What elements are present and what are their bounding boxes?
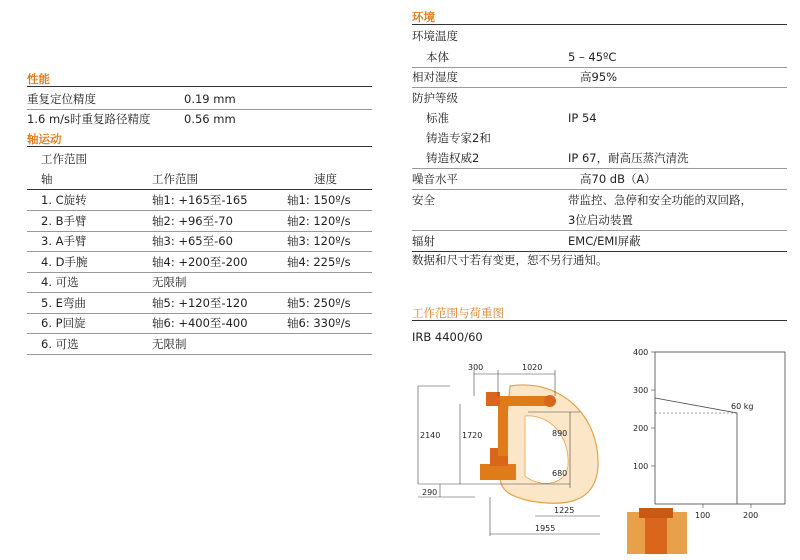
- axis-row: [27, 252, 372, 272]
- axis-cell-axis: 6. P回旋: [41, 316, 86, 330]
- load-chart-plot-area: [655, 352, 785, 504]
- axis-cell-speed: 轴6: 330º/s: [287, 316, 351, 330]
- dim-2140: 2140: [420, 431, 441, 440]
- axis-motion-heading: 轴运动: [27, 132, 62, 146]
- load-chart: [625, 346, 795, 554]
- axis-cell-range: 轴4: +200至-200: [152, 254, 248, 269]
- work-range-diagram: [410, 356, 610, 546]
- env-body-row: [412, 47, 787, 67]
- dim-300: 300: [468, 363, 484, 372]
- environment-heading-rule: [412, 24, 787, 25]
- axis-cell-speed: 轴3: 120º/s: [287, 234, 351, 248]
- axis-row: [27, 211, 372, 231]
- axis-cell-axis: 3. A手臂: [41, 234, 87, 248]
- axis-header-axis: 轴: [41, 172, 53, 186]
- performance-label: 1.6 m/s时重复路径精度: [27, 112, 151, 126]
- performance-heading-rule: [27, 86, 372, 87]
- axis-cell-axis: 1. C旋转: [41, 193, 87, 207]
- env-safety-value2: 3位启动装置: [568, 213, 633, 227]
- y-tick: 100: [633, 462, 649, 471]
- axis-cell-axis: 2. B手臂: [41, 213, 87, 228]
- env-temp-label: 环境温度: [412, 29, 458, 43]
- axis-row: [27, 272, 372, 292]
- env-safety-value1: 带监控、急停和安全功能的双回路，: [568, 193, 752, 207]
- dim-1720: 1720: [462, 431, 483, 440]
- axis-cell-range: 轴1: +165至-165: [152, 193, 248, 207]
- axis-cell-speed: 轴2: 120º/s: [287, 213, 351, 228]
- env-emission-label: 辐射: [412, 234, 435, 248]
- env-foundry1-row: [412, 128, 787, 148]
- axis-cell-axis: 4. 可选: [41, 275, 79, 289]
- axis-header-range: 工作范围: [152, 172, 198, 186]
- environment-heading: 环境: [412, 10, 435, 24]
- axis-cell-speed: 轴1: 150º/s: [287, 193, 351, 207]
- dim-680: 680: [552, 469, 568, 478]
- axis-cell-range: 无限制: [152, 275, 187, 289]
- env-standard-value: IP 54: [568, 111, 597, 125]
- y-tick: 300: [633, 386, 649, 395]
- model-name: IRB 4400/60: [412, 330, 483, 344]
- env-temp-row: [412, 26, 787, 46]
- axis-subheading-row: [27, 149, 372, 169]
- axis-row: [27, 293, 372, 313]
- axis-cell-axis: 4. D手腕: [41, 254, 88, 269]
- axis-header-speed: 速度: [314, 172, 337, 186]
- axis-row: [27, 190, 372, 210]
- env-emission-row: [412, 231, 787, 251]
- dim-1225: 1225: [554, 506, 575, 515]
- env-emission-value: EMC/EMI屏蔽: [568, 234, 641, 248]
- robot-base: [480, 464, 516, 480]
- axis-table-header: [27, 169, 372, 189]
- axis-cell-axis: 5. E弯曲: [41, 295, 86, 310]
- axis-row: [27, 313, 372, 333]
- env-standard-label: 标准: [426, 111, 449, 125]
- y-tick: 200: [633, 424, 649, 433]
- env-body-label: 本体: [426, 50, 449, 64]
- env-safety-row2: [412, 210, 787, 230]
- robot-lower-arm: [498, 406, 508, 456]
- performance-value: 0.19 mm: [184, 92, 236, 106]
- env-foundry2-row: [412, 148, 787, 168]
- y-tick: 400: [633, 348, 649, 357]
- env-foundry1-label: 铸造专家2和: [426, 131, 491, 145]
- axis-cell-range: 无限制: [152, 336, 187, 351]
- row-divider: [27, 354, 372, 355]
- performance-value: 0.56 mm: [184, 112, 236, 126]
- axis-subheading: 工作范围: [41, 152, 87, 166]
- env-humidity-row: [412, 67, 787, 87]
- dim-1955: 1955: [535, 524, 556, 533]
- env-body-value: 5 – 45ºC: [568, 50, 617, 64]
- performance-heading: 性能: [27, 72, 50, 86]
- workrange-heading: 工作范围与荷重图: [412, 306, 504, 320]
- x-tick: 200: [743, 511, 759, 520]
- env-note: 数据和尺寸若有变更，恕不另行通知。: [412, 253, 608, 267]
- env-standard-row: [412, 108, 787, 128]
- performance-row-path: [27, 109, 372, 129]
- axis-cell-range: 轴2: +96至-70: [152, 213, 233, 228]
- robot-upper-arm: [492, 396, 552, 406]
- axis-row: [27, 334, 372, 354]
- dim-890: 890: [552, 429, 568, 438]
- axis-cell-range: 轴6: +400至-400: [152, 316, 248, 330]
- env-noise-label: 噪音水平: [412, 172, 458, 186]
- performance-row-repeatability: [27, 89, 372, 109]
- x-tick: 100: [695, 511, 711, 520]
- env-noise-row: [412, 169, 787, 189]
- env-note-row: [412, 250, 787, 270]
- performance-label: 重复定位精度: [27, 92, 96, 106]
- workrange-heading-rule: [412, 320, 787, 321]
- dim-290: 290: [422, 488, 438, 497]
- axis-cell-range: 轴5: +120至-120: [152, 295, 248, 310]
- env-safety-row: [412, 190, 787, 210]
- env-humidity-label: 相对湿度: [412, 70, 458, 84]
- dim-1020: 1020: [522, 363, 543, 372]
- env-protection-label: 防护等级: [412, 91, 458, 105]
- env-protection-row: [412, 88, 787, 108]
- env-noise-value: 高70 dB（A）: [580, 172, 656, 186]
- load-label: 60 kg: [731, 402, 754, 411]
- env-humidity-value: 高95%: [580, 70, 618, 84]
- axis-motion-heading-rule: [27, 146, 372, 147]
- env-foundry2-value: IP 67，耐高压蒸汽清洗: [568, 151, 689, 165]
- axis-cell-speed: 轴5: 250º/s: [287, 295, 351, 310]
- env-foundry2-label: 铸造权威2: [426, 151, 480, 165]
- env-safety-label: 安全: [412, 193, 435, 207]
- axis-cell-axis: 6. 可选: [41, 336, 79, 351]
- axis-cell-speed: 轴4: 225º/s: [287, 254, 351, 269]
- axis-cell-range: 轴3: +65至-60: [152, 234, 233, 248]
- axis-row: [27, 231, 372, 251]
